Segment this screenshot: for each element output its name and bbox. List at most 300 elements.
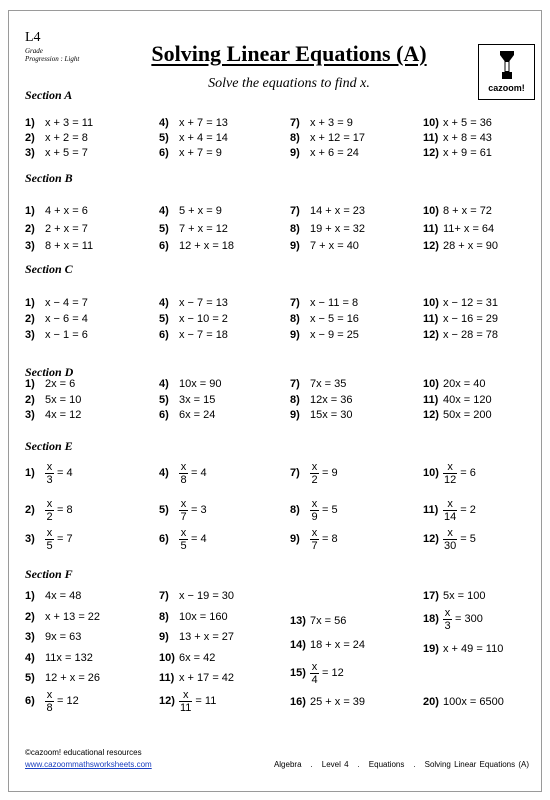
equation-rhs: = 4 <box>191 466 207 479</box>
equation-text: x − 1 = 6 <box>45 329 88 341</box>
question-number: 2) <box>25 503 35 516</box>
question-number: 1) <box>25 466 35 479</box>
question-item <box>25 131 88 146</box>
question-item <box>290 204 365 219</box>
question-item <box>25 204 88 219</box>
equation-text: x + 7 = 13 <box>179 117 228 129</box>
equation-text: x + 49 = 110 <box>443 643 504 655</box>
fraction-numerator: x <box>311 660 318 673</box>
question-item <box>423 377 486 392</box>
equation-text: 11x = 132 <box>45 652 93 664</box>
fraction-numerator: x <box>180 460 187 473</box>
footer-topic: Algebra . Level 4 . Equations . Solving Linear Equations (A) <box>273 760 529 769</box>
equation-rhs: = 12 <box>57 694 79 707</box>
equation-text: x − 6 = 4 <box>45 313 88 325</box>
question-item <box>423 239 498 254</box>
question-number: 12) <box>423 240 439 252</box>
question-item <box>159 687 216 715</box>
fraction-numerator: x <box>180 526 187 539</box>
question-item <box>25 328 88 343</box>
equation-text: 100x = 6500 <box>443 696 504 708</box>
fraction-denominator: 7 <box>311 539 318 552</box>
equation-rhs: = 300 <box>455 612 483 625</box>
fraction-equation <box>179 527 207 552</box>
equation-rhs: = 6 <box>460 466 476 479</box>
question-number: 5) <box>159 394 169 406</box>
equation-text: 7x = 56 <box>310 615 347 627</box>
equation-text: 50x = 200 <box>443 409 492 421</box>
equation-text: 4x = 12 <box>45 409 82 421</box>
question-item <box>290 695 365 710</box>
fraction-numerator: x <box>46 526 53 539</box>
question-number: 4) <box>159 466 169 479</box>
fraction-equation <box>179 461 207 486</box>
equation-text: 15x = 30 <box>310 409 353 421</box>
fraction-equation <box>310 661 344 686</box>
question-item <box>423 116 492 131</box>
equation-text: 7 + x = 40 <box>310 240 359 252</box>
question-item <box>159 651 215 666</box>
question-number: 10) <box>423 117 439 129</box>
question-item <box>25 687 79 715</box>
equation-rhs: = 8 <box>322 532 338 545</box>
fraction-denominator: 7 <box>180 510 187 523</box>
fraction-numerator: x <box>182 688 189 701</box>
equation-text: x − 12 = 31 <box>443 297 499 309</box>
worksheet-instructions: Solve the equations to find x. <box>208 76 370 91</box>
question-number: 15) <box>290 666 306 679</box>
question-item <box>25 116 93 131</box>
question-item <box>290 408 353 423</box>
question-item <box>25 146 88 161</box>
question-item <box>25 630 81 645</box>
question-item <box>25 296 88 311</box>
fraction-denominator: 30 <box>444 539 457 552</box>
question-number: 11) <box>159 672 175 684</box>
question-number: 10) <box>423 205 439 217</box>
equation-text: 19 + x = 32 <box>310 223 366 235</box>
question-item <box>25 525 73 553</box>
fraction <box>179 527 188 552</box>
question-item <box>159 459 207 487</box>
equation-text: x − 16 = 29 <box>443 313 499 325</box>
question-number: 11) <box>423 132 439 144</box>
fraction <box>45 461 54 486</box>
worksheet-page <box>8 10 542 792</box>
fraction <box>443 461 457 486</box>
question-number: 6) <box>159 329 169 341</box>
equation-text: 2 + x = 7 <box>45 223 88 235</box>
fraction-denominator: 4 <box>311 673 318 686</box>
question-number: 6) <box>159 532 169 545</box>
equation-text: 13 + x = 27 <box>179 631 235 643</box>
question-item <box>159 393 215 408</box>
level-label: L4 <box>25 30 41 45</box>
equation-text: 3x = 15 <box>179 394 216 406</box>
equation-text: 28 + x = 90 <box>443 240 499 252</box>
fraction <box>45 689 54 714</box>
question-item <box>159 146 222 161</box>
question-item <box>423 296 498 311</box>
question-item <box>25 610 100 625</box>
equation-text: x + 3 = 9 <box>310 117 353 129</box>
fraction-denominator: 9 <box>311 510 318 523</box>
question-item <box>25 671 100 686</box>
grade-label: Grade <box>25 47 43 55</box>
question-number: 12) <box>159 694 175 707</box>
question-number: 5) <box>159 313 169 325</box>
question-item <box>290 222 365 237</box>
fraction <box>310 527 319 552</box>
question-number: 9) <box>290 240 300 252</box>
worksheet-title: Solving Linear Equations (A) <box>151 41 427 66</box>
equation-text: 8 + x = 72 <box>443 205 492 217</box>
question-item <box>159 116 228 131</box>
fraction <box>443 498 457 523</box>
question-number: 19) <box>423 643 439 655</box>
question-number: 6) <box>159 409 169 421</box>
cazoom-logo <box>478 44 535 100</box>
question-number: 3) <box>25 147 35 159</box>
equation-rhs: = 9 <box>322 466 338 479</box>
fraction-equation <box>310 498 338 523</box>
fraction-denominator: 12 <box>444 473 457 486</box>
progression-label: Progression : Light <box>25 55 80 63</box>
equation-text: 12 + x = 26 <box>45 672 101 684</box>
equation-text: 20x = 40 <box>443 378 486 390</box>
fraction <box>179 689 192 714</box>
equation-rhs: = 4 <box>57 466 73 479</box>
equation-rhs: = 7 <box>57 532 73 545</box>
question-item <box>290 525 338 553</box>
question-item <box>25 589 81 604</box>
question-number: 3) <box>25 631 35 643</box>
question-item <box>423 642 503 657</box>
fraction-equation <box>45 689 79 714</box>
question-number: 11) <box>423 503 439 516</box>
question-number: 12) <box>423 532 439 545</box>
question-item <box>290 146 359 161</box>
fraction-denominator: 8 <box>180 473 187 486</box>
fraction-numerator: x <box>46 688 53 701</box>
fraction-denominator: 5 <box>180 539 187 552</box>
question-number: 14) <box>290 639 306 651</box>
question-number: 9) <box>159 631 169 643</box>
question-number: 8) <box>290 503 300 516</box>
question-number: 4) <box>159 378 169 390</box>
question-number: 10) <box>423 378 439 390</box>
question-number: 5) <box>25 672 35 684</box>
equation-rhs: = 4 <box>191 532 207 545</box>
question-item <box>290 328 359 343</box>
footer-website-link[interactable]: www.cazoommathsworksheets.com <box>25 760 152 769</box>
question-item <box>290 116 353 131</box>
equation-rhs: = 5 <box>460 532 476 545</box>
question-number: 1) <box>25 117 35 129</box>
fraction-numerator: x <box>311 526 318 539</box>
equation-text: 7x = 35 <box>310 378 347 390</box>
question-item <box>423 408 492 423</box>
question-item <box>423 393 492 408</box>
equation-rhs: = 3 <box>191 503 207 516</box>
equation-text: 4x = 48 <box>45 590 82 602</box>
equation-text: 11+ x = 64 <box>443 223 495 235</box>
equation-text: 40x = 120 <box>443 394 492 406</box>
question-number: 9) <box>290 409 300 421</box>
question-number: 11) <box>423 223 439 235</box>
fraction-equation <box>310 461 338 486</box>
question-number: 7) <box>159 590 169 602</box>
question-item <box>423 131 492 146</box>
fraction-numerator: x <box>46 497 53 510</box>
equation-text: 6x = 24 <box>179 409 216 421</box>
section-title-d: Section D <box>25 365 74 379</box>
question-item <box>159 377 222 392</box>
equation-rhs: = 12 <box>322 666 344 679</box>
question-item <box>290 377 346 392</box>
question-item <box>159 204 222 219</box>
fraction <box>179 461 188 486</box>
question-item <box>290 638 365 653</box>
question-item <box>159 131 228 146</box>
question-number: 10) <box>423 297 439 309</box>
equation-text: x + 3 = 11 <box>45 117 94 129</box>
equation-text: x + 5 = 7 <box>45 147 88 159</box>
fraction-equation <box>45 461 73 486</box>
fraction-numerator: x <box>447 460 453 473</box>
question-item <box>423 589 486 604</box>
fraction <box>45 498 54 523</box>
fraction-denominator: 14 <box>444 510 457 523</box>
question-item <box>159 328 228 343</box>
equation-text: 10x = 160 <box>179 611 228 623</box>
question-item <box>423 146 492 161</box>
equation-text: x − 7 = 13 <box>179 297 228 309</box>
question-item <box>159 496 207 524</box>
equation-text: 14 + x = 23 <box>310 205 366 217</box>
fraction-numerator: x <box>447 526 453 539</box>
question-number: 6) <box>159 147 169 159</box>
question-item <box>290 296 358 311</box>
section-title-c: Section C <box>25 262 73 276</box>
question-item <box>25 408 81 423</box>
equation-text: 25 + x = 39 <box>310 696 366 708</box>
question-number: 11) <box>423 313 439 325</box>
question-number: 12) <box>423 329 439 341</box>
question-item <box>423 312 498 327</box>
question-number: 11) <box>423 394 439 406</box>
question-number: 1) <box>25 297 35 309</box>
question-number: 5) <box>159 223 169 235</box>
question-number: 12) <box>423 147 439 159</box>
question-number: 9) <box>290 329 300 341</box>
fraction-numerator: x <box>46 460 53 473</box>
equation-text: x + 7 = 9 <box>179 147 222 159</box>
equation-text: 6x = 42 <box>179 652 216 664</box>
question-number: 8) <box>159 611 169 623</box>
equation-text: 9x = 63 <box>45 631 82 643</box>
equation-text: 18 + x = 24 <box>310 639 366 651</box>
question-number: 1) <box>25 378 35 390</box>
question-number: 7) <box>290 297 300 309</box>
cazoom-logo-text: cazoom! <box>488 83 525 93</box>
question-number: 4) <box>159 297 169 309</box>
equation-text: x + 13 = 22 <box>45 611 101 623</box>
equation-text: 12x = 36 <box>310 394 353 406</box>
section-title-e: Section E <box>25 439 73 453</box>
equation-text: 8 + x = 11 <box>45 240 94 252</box>
fraction-numerator: x <box>444 606 451 619</box>
question-number: 2) <box>25 223 35 235</box>
fraction-numerator: x <box>311 460 318 473</box>
fraction-equation <box>179 498 207 523</box>
fraction-denominator: 2 <box>46 510 53 523</box>
question-item <box>423 525 476 553</box>
equation-text: x + 17 = 42 <box>179 672 235 684</box>
question-item <box>290 496 338 524</box>
equation-text: x + 5 = 36 <box>443 117 492 129</box>
fraction-denominator: 11 <box>180 701 192 714</box>
fraction <box>45 527 54 552</box>
fraction-equation <box>310 527 338 552</box>
question-number: 7) <box>290 205 300 217</box>
equation-text: x + 2 = 8 <box>45 132 88 144</box>
equation-text: x + 6 = 24 <box>310 147 359 159</box>
equation-text: 5 + x = 9 <box>179 205 222 217</box>
equation-text: 5x = 10 <box>45 394 82 406</box>
question-item <box>290 393 353 408</box>
question-item <box>290 239 359 254</box>
footer-topic-title: Solving Linear Equations (A) <box>424 760 529 769</box>
fraction <box>310 461 319 486</box>
question-number: 1) <box>25 590 35 602</box>
fraction-denominator: 8 <box>46 701 53 714</box>
question-number: 9) <box>290 147 300 159</box>
question-number: 3) <box>25 409 35 421</box>
equation-text: x − 4 = 7 <box>45 297 88 309</box>
question-number: 9) <box>290 532 300 545</box>
question-number: 3) <box>25 329 35 341</box>
footer-topic-area: Equations <box>368 760 405 769</box>
fraction <box>179 498 188 523</box>
equation-rhs: = 11 <box>195 694 217 707</box>
fraction <box>310 498 319 523</box>
question-item <box>159 296 228 311</box>
footer-topic-subject: Algebra <box>273 760 302 769</box>
cazoom-logo-icon <box>499 50 515 80</box>
equation-text: x + 4 = 14 <box>179 132 228 144</box>
question-item <box>423 204 492 219</box>
question-number: 18) <box>423 612 439 625</box>
fraction-equation <box>179 689 216 714</box>
equation-text: x − 19 = 30 <box>179 590 235 602</box>
equation-text: 2x = 6 <box>45 378 76 390</box>
fraction-numerator: x <box>311 497 318 510</box>
question-number: 4) <box>159 117 169 129</box>
fraction-denominator: 2 <box>311 473 318 486</box>
fraction <box>310 661 319 686</box>
footer-copyright: ©cazoom! educational resources <box>25 748 142 757</box>
question-number: 2) <box>25 394 35 406</box>
question-item <box>25 393 81 408</box>
question-item <box>25 651 93 666</box>
question-item <box>159 630 234 645</box>
question-number: 8) <box>290 394 300 406</box>
equation-text: x − 11 = 8 <box>310 297 359 309</box>
equation-text: x − 28 = 78 <box>443 329 499 341</box>
question-item <box>25 239 93 254</box>
question-item <box>159 312 228 327</box>
question-number: 2) <box>25 611 35 623</box>
question-number: 16) <box>290 696 306 708</box>
question-number: 4) <box>159 205 169 217</box>
fraction-equation <box>443 461 476 486</box>
question-number: 8) <box>290 313 300 325</box>
equation-text: 10x = 90 <box>179 378 222 390</box>
question-item <box>159 222 228 237</box>
fraction-numerator: x <box>447 497 453 510</box>
question-number: 8) <box>290 132 300 144</box>
equation-rhs: = 8 <box>57 503 73 516</box>
question-item <box>25 459 73 487</box>
question-number: 7) <box>290 466 300 479</box>
question-number: 10) <box>423 466 439 479</box>
section-title-a: Section A <box>25 88 73 102</box>
question-number: 5) <box>159 132 169 144</box>
question-number: 3) <box>25 240 35 252</box>
fraction-equation <box>443 498 476 523</box>
question-number: 6) <box>25 694 35 707</box>
equation-text: x − 9 = 25 <box>310 329 359 341</box>
question-number: 3) <box>25 532 35 545</box>
question-item <box>290 312 359 327</box>
equation-text: x − 5 = 16 <box>310 313 359 325</box>
question-number: 7) <box>290 378 300 390</box>
question-item <box>423 496 476 524</box>
equation-rhs: = 2 <box>460 503 476 516</box>
equation-text: 7 + x = 12 <box>179 223 228 235</box>
equation-text: 4 + x = 6 <box>45 205 88 217</box>
question-number: 20) <box>423 696 439 708</box>
question-item <box>159 408 215 423</box>
question-item <box>423 605 483 633</box>
question-item <box>159 610 228 625</box>
question-item <box>25 222 88 237</box>
question-item <box>290 659 344 687</box>
question-item <box>159 671 234 686</box>
question-item <box>25 312 88 327</box>
question-item <box>25 496 73 524</box>
equation-text: x + 12 = 17 <box>310 132 366 144</box>
question-number: 10) <box>159 652 175 664</box>
question-number: 4) <box>25 652 35 664</box>
question-number: 17) <box>423 590 439 602</box>
fraction-equation <box>443 607 483 632</box>
fraction-equation <box>443 527 476 552</box>
fraction-denominator: 3 <box>444 619 451 632</box>
fraction-equation <box>45 527 73 552</box>
fraction-numerator: x <box>180 497 187 510</box>
question-item <box>159 589 234 604</box>
fraction-denominator: 3 <box>46 473 53 486</box>
fraction <box>443 527 457 552</box>
question-item <box>290 459 338 487</box>
equation-rhs: = 5 <box>322 503 338 516</box>
equation-text: 5x = 100 <box>443 590 486 602</box>
question-number: 5) <box>159 503 169 516</box>
question-item <box>290 131 365 146</box>
question-item <box>423 222 494 237</box>
